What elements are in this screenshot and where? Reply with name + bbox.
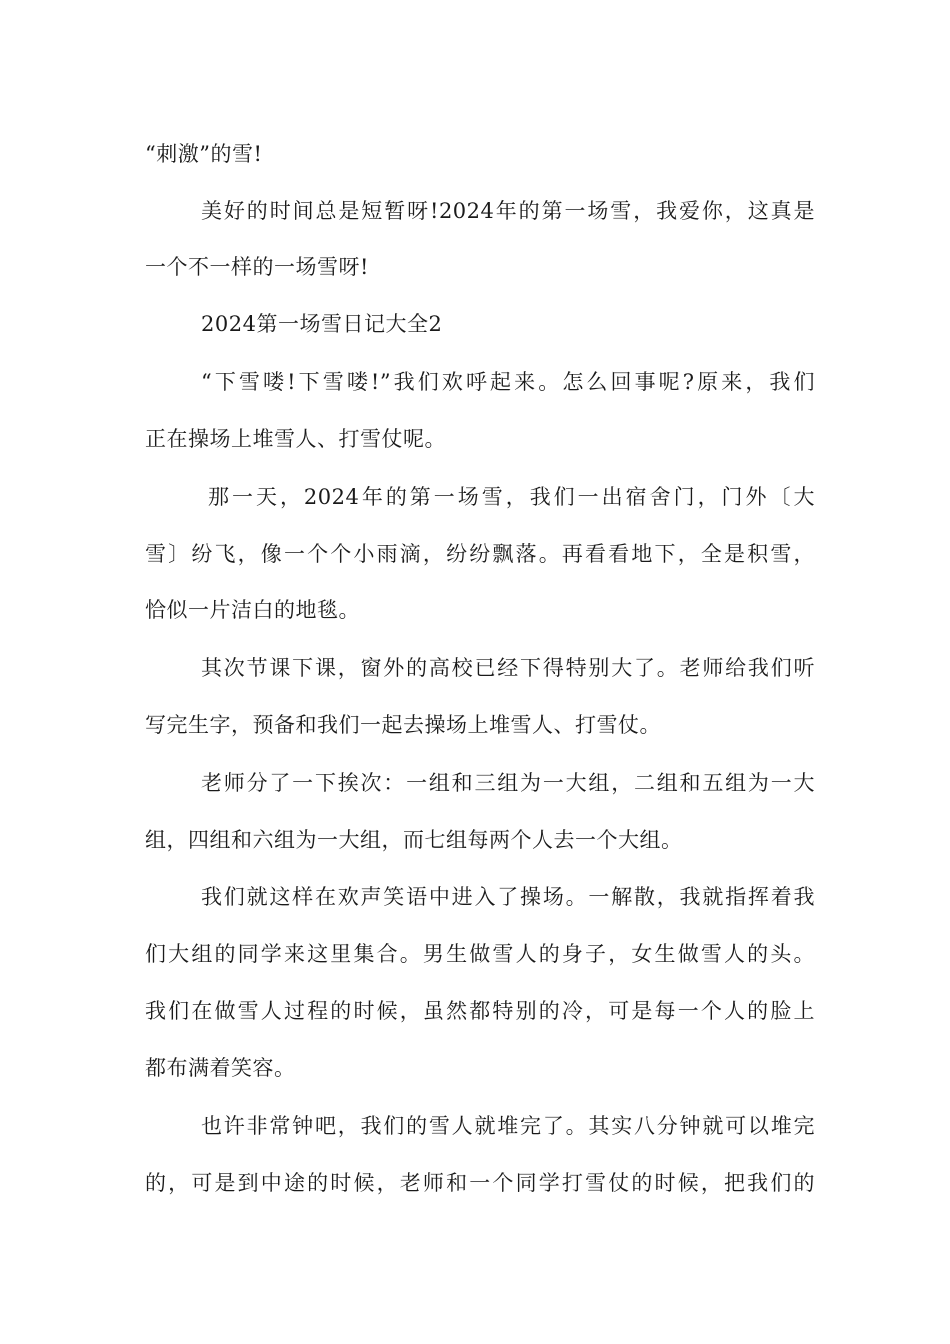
text-line: 一个不一样的一场雪呀! — [145, 255, 369, 279]
text-line: 雪〕纷飞，像一个个小雨滴，纷纷飘落。再看看地下，全是积雪， — [145, 542, 815, 566]
text-line: 也许非常钟吧，我们的雪人就堆完了。其实八分钟就可以堆完 — [201, 1114, 815, 1138]
text-line: 我们就这样在欢声笑语中进入了操场。一解散，我就指挥着我 — [201, 885, 815, 909]
text-line: 我们在做雪人过程的时候，虽然都特别的冷，可是每一个人的脸上 — [145, 999, 815, 1023]
text-line: “刺激”的雪! — [145, 142, 263, 166]
text-line: 其次节课下课，窗外的高校已经下得特别大了。老师给我们听 — [201, 656, 815, 680]
text-line: 正在操场上堆雪人、打雪仗呢。 — [145, 427, 446, 451]
text-line: 组，四组和六组为一大组，而七组每两个人去一个大组。 — [145, 828, 683, 852]
text-line: “下雪喽!下雪喽!”我们欢呼起来。怎么回事呢?原来，我们 — [201, 370, 815, 394]
text-line: 老师分了一下挨次：一组和三组为一大组，二组和五组为一大 — [201, 771, 815, 795]
text-line: 写完生字，预备和我们一起去操场上堆雪人、打雪仗。 — [145, 713, 661, 737]
text-line: 恰似一片洁白的地毯。 — [145, 598, 360, 622]
section-heading: 2024第一场雪日记大全2 — [201, 312, 443, 336]
text-line: 们大组的同学来这里集合。男生做雪人的身子，女生做雪人的头。 — [145, 942, 815, 966]
text-line: 美好的时间总是短暂呀!2024年的第一场雪，我爱你，这真是 — [201, 199, 815, 223]
text-line: 的，可是到中途的时候，老师和一个同学打雪仗的时候，把我们的 — [145, 1171, 815, 1195]
text-line: 都布满着笑容。 — [145, 1056, 296, 1080]
text-line: 那一天，2024年的第一场雪，我们一出宿舍门，门外〔大 — [208, 485, 815, 509]
